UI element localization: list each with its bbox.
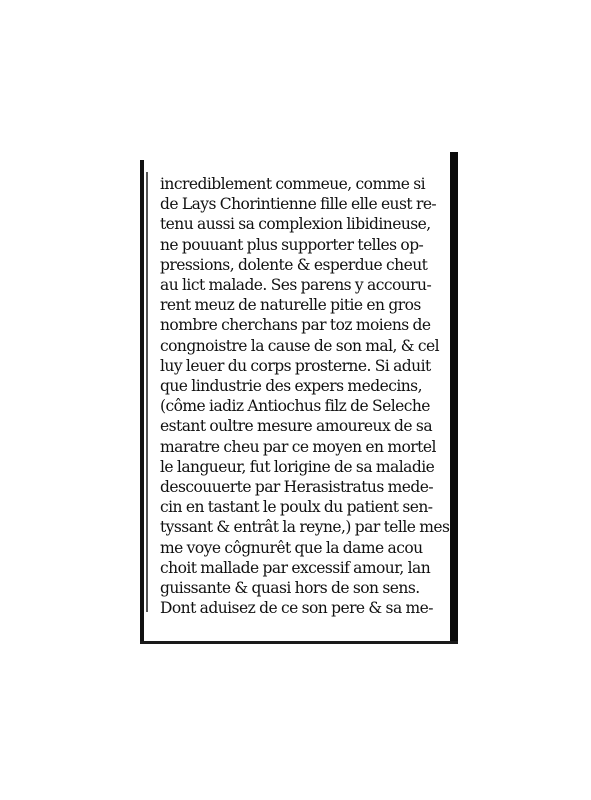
text-line: choit mallade par excessif amour, lan	[160, 558, 431, 577]
text-line: de Lays Chorintienne fille elle eust re-	[160, 195, 437, 214]
text-line: pressions, dolente & esperdue cheut	[160, 255, 428, 274]
text-line: rent meuz de naturelle pitie en gros	[160, 296, 421, 315]
leaf-right-edge	[450, 152, 458, 644]
text-line: le langueur, fut lorigine de sa maladie	[160, 457, 435, 476]
text-line: me voye côgnurêt que la dame acou	[160, 538, 423, 557]
text-line: estant oultre mesure amoureux de sa	[160, 417, 433, 436]
text-line: nombre cherchans par toz moiens de	[160, 316, 431, 335]
text-line: tyssant & entrât la reyne,) par telle mes	[160, 518, 450, 537]
text-line: congnoistre la cause de son mal, & cel	[160, 336, 440, 355]
leaf-left-shadow	[146, 172, 148, 612]
text-line: au lict malade. Ses parens y accouru-	[160, 276, 432, 295]
text-line: luy leuer du corps prosterne. Si aduit	[160, 356, 431, 375]
text-line: guissante & quasi hors de son sens.	[160, 579, 420, 598]
text-line: maratre cheu par ce moyen en mortel	[160, 437, 436, 456]
text-line: tenu aussi sa complexion libidineuse,	[160, 215, 431, 234]
leaf-bottom-edge	[140, 641, 458, 644]
text-line: (côme iadiz Antiochus filz de Seleche	[160, 397, 430, 416]
book-leaf	[140, 152, 458, 644]
text-line: cin en tastant le poulx du patient sen-	[160, 498, 433, 517]
text-line: Dont aduisez de ce son pere & sa me-	[160, 599, 433, 618]
body-text	[160, 174, 448, 618]
text-line: incrediblement commeue, comme si	[160, 175, 426, 193]
text-line: que lindustrie des expers medecins,	[160, 377, 422, 396]
text-line: ne pouuant plus supporter telles op-	[160, 235, 424, 254]
leaf-left-edge	[140, 160, 144, 644]
text-line: descouuerte par Herasistratus mede-	[160, 478, 434, 497]
